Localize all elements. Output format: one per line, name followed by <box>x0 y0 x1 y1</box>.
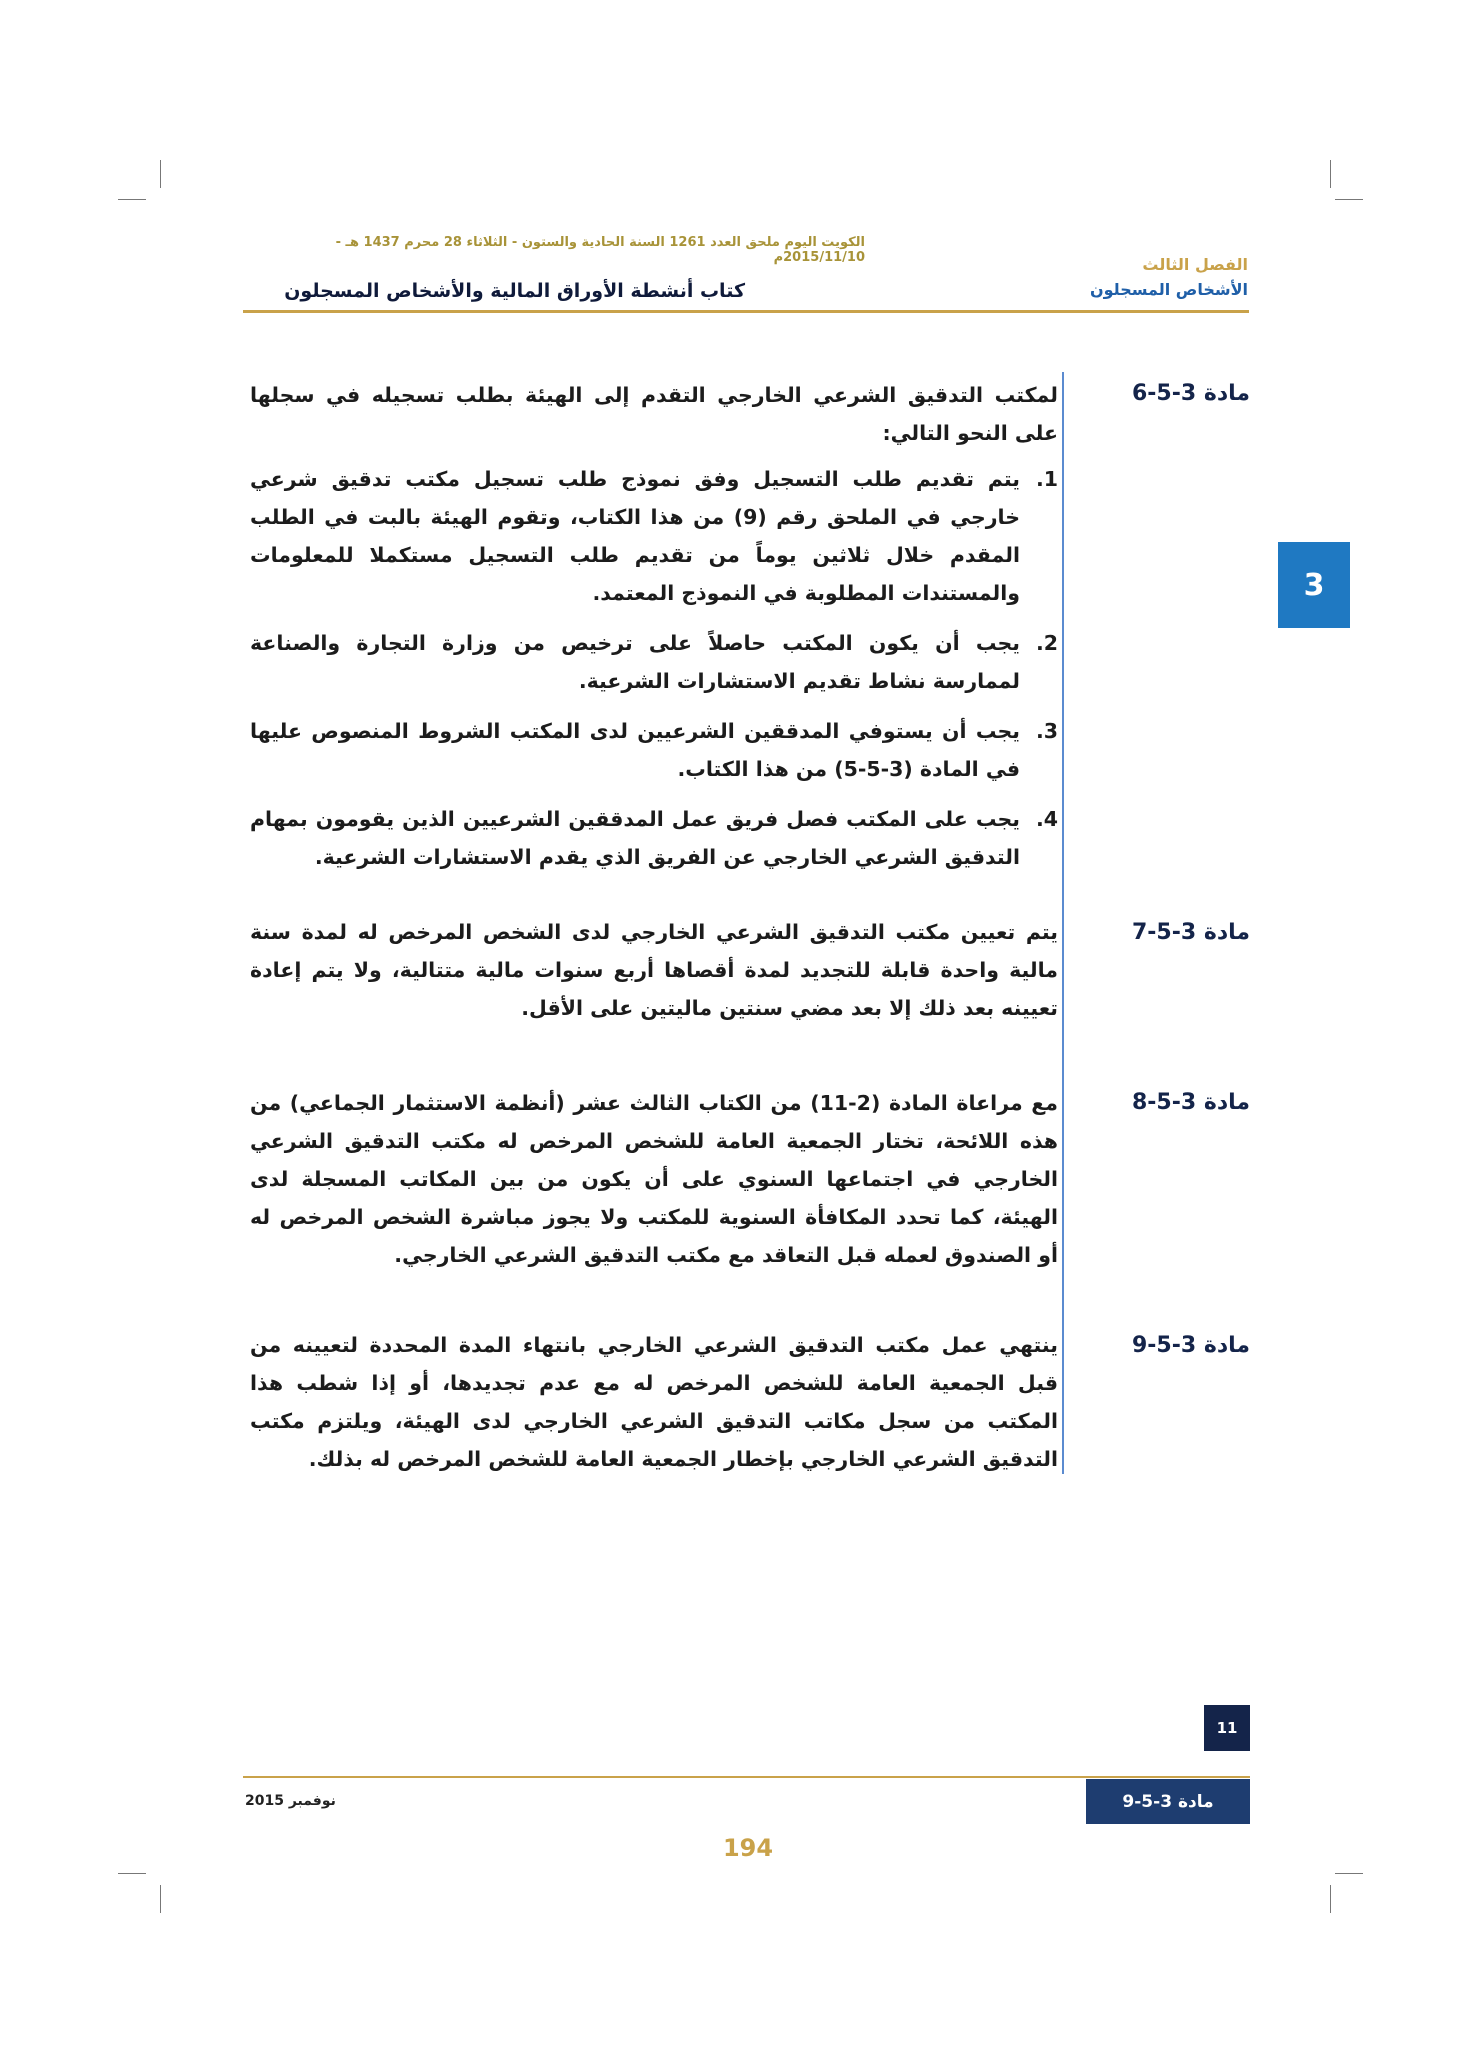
chapter-tab: 3 <box>1278 542 1350 628</box>
column-divider <box>1062 372 1064 1474</box>
gazette-line: الكويت اليوم ملحق العدد 1261 السنة الحادية والستون - الثلاثاء 28 محرم 1437 هـ - 2015/11/10م <box>335 235 865 265</box>
article-body <box>250 1326 1058 1478</box>
header-divider <box>243 310 1249 313</box>
book-title: كتاب أنشطة الأوراق المالية والأشخاص المسجلون <box>284 280 745 302</box>
crop-mark <box>1335 1873 1363 1874</box>
article-items <box>250 460 1058 876</box>
article-intro: ينتهي عمل مكتب التدقيق الشرعي الخارجي بانتهاء المدة المحددة لتعيينه من قبل الجمعية العامة للشخص المرخص له مع عدم تجديدها، أو إذا شطب هذا المكتب من سجل مكاتب التدقيق الشرعي الخارجي لدى الهيئة، ويلتزم مكتب التدقيق الشرعي الخارجي بإخطار الجمعية العامة للشخص المرخص له بذلك. <box>250 1333 1058 1471</box>
footer-divider <box>243 1776 1250 1778</box>
crop-mark <box>118 199 146 200</box>
footer-date: نوفمبر 2015 <box>245 1793 336 1809</box>
article-intro: مع مراعاة المادة (2-11) من الكتاب الثالث عشر (أنظمة الاستثمار الجماعي) من هذه اللائحة، تختار الجمعية العامة للشخص المرخص له مكتب التدقيق الشرعي الخارجي في اجتماعها السنوي على أن يكون من بين المكاتب المسجلة لدى الهيئة، كما تحدد المكافأة السنوية للمكتب ولا يجوز مباشرة الشخص المرخص له أو الصندوق لعمله قبل التعاقد مع مكتب التدقيق الشرعي الخارجي. <box>250 1091 1058 1267</box>
article-intro: يتم تعيين مكتب التدقيق الشرعي الخارجي لدى الشخص المرخص له لمدة سنة مالية واحدة قابلة للتجديد لمدة أقصاها أربع سنوات مالية متتالية، ولا يتم إعادة تعيينه بعد ذلك إلا بعد مضي سنتين ماليتين على الأقل. <box>250 920 1058 1020</box>
crop-mark <box>1335 199 1363 200</box>
crop-mark <box>118 1873 146 1874</box>
crop-mark <box>1330 160 1331 188</box>
article-label: مادة 3-5-8 <box>1131 1090 1250 1115</box>
item-number: 4. <box>1035 807 1058 831</box>
article-body <box>250 376 1058 888</box>
list-item <box>250 712 1058 788</box>
chapter-heading <box>1028 255 1248 299</box>
article-label: مادة 3-5-7 <box>1131 920 1250 945</box>
item-text: يتم تقديم طلب التسجيل وفق نموذج طلب تسجيل مكتب تدقيق شرعي خارجي في الملحق رقم (9) من هذا الكتاب، وتقوم الهيئة بالبت في الطلب المقدم خلال ثلاثين يوماً من تقديم طلب التسجيل مستكملا للمعلومات والمستندات المطلوبة في النموذج المعتمد. <box>250 467 1020 605</box>
section-page-number: 11 <box>1204 1705 1250 1751</box>
item-number: 1. <box>1035 467 1058 491</box>
item-text: يجب أن يكون المكتب حاصلاً على ترخيص من وزارة التجارة والصناعة لممارسة نشاط تقديم الاستشارات الشرعية. <box>250 631 1020 693</box>
list-item <box>250 460 1058 612</box>
list-item <box>250 800 1058 876</box>
footer-article-label: مادة 3-5-9 <box>1086 1779 1250 1824</box>
article-intro: لمكتب التدقيق الشرعي الخارجي التقدم إلى الهيئة بطلب تسجيله في سجلها على النحو التالي: <box>250 383 1058 445</box>
article-body <box>250 913 1058 1027</box>
article-body <box>250 1084 1058 1274</box>
article-label: مادة 3-5-9 <box>1131 1333 1250 1358</box>
item-text: يجب أن يستوفي المدققين الشرعيين لدى المكتب الشروط المنصوص عليها في المادة (3-5-5) من هذا الكتاب. <box>250 719 1020 781</box>
list-item <box>250 624 1058 700</box>
chapter-label: الفصل الثالث <box>1142 255 1248 274</box>
chapter-title: الأشخاص المسجلون <box>1089 280 1248 299</box>
crop-mark <box>160 1885 161 1913</box>
item-text: يجب على المكتب فصل فريق عمل المدققين الشرعيين الذين يقومون بمهام التدقيق الشرعي الخارجي عن الفريق الذي يقدم الاستشارات الشرعية. <box>250 807 1020 869</box>
page-number: 194 <box>722 1834 774 1862</box>
crop-mark <box>160 160 161 188</box>
item-number: 3. <box>1035 719 1058 743</box>
item-number: 2. <box>1035 631 1058 655</box>
crop-mark <box>1330 1885 1331 1913</box>
article-label: مادة 3-5-6 <box>1131 381 1250 406</box>
